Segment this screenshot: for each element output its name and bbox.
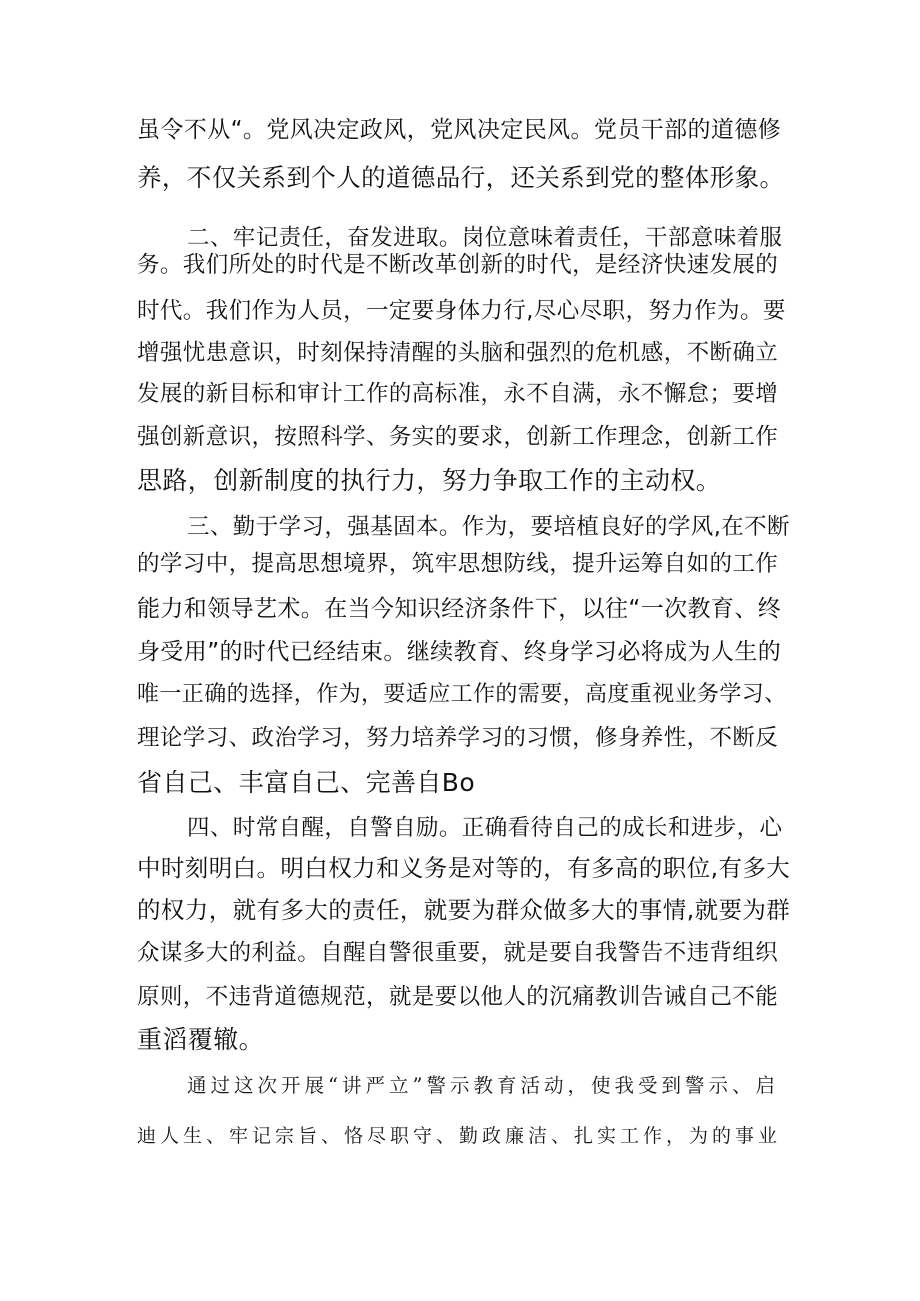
paragraph-first-line: 三、勤于学习，强基固本。作为，要培植良好的学风,在不断	[187, 514, 790, 540]
text-line: 务。我们所处的时代是不断改革创新的时代，是经济快速发展的	[137, 252, 779, 278]
paragraph-first-line: 二、牢记责任，奋发进取。岗位意味着责任，干部意味着服	[187, 225, 783, 251]
text-line: 虽令不从“。党风决定政风，党风决定民风。党员干部的道德修	[137, 117, 782, 143]
text-line: 省自己、丰富自己、完善自Bo	[137, 768, 476, 797]
text-line: 能力和领导艺术。在当今知识经济条件下，以往“一次教育、终	[137, 596, 782, 622]
text-line: 理论学习、政治学习，努力培养学习的习惯，修身养性，不断反	[137, 725, 779, 751]
text-line: 原则，不违背道德规范，就是要以他人的沉痛教训告诫自己不能	[137, 984, 779, 1010]
text-line: 中时刻明白。明白权力和义务是对等的，有多高的职位,有多大	[137, 854, 791, 882]
text-line: 重滔覆辙。	[137, 1025, 265, 1054]
text-line: 发展的新目标和审计工作的高标准，永不自满，永不懈怠；要增	[137, 381, 779, 407]
text-line: 思路，创新制度的执行力，努力争取工作的主动权。	[137, 466, 722, 495]
text-line: 的权力，就有多大的责任，就要为群众做多大的事情,就要为群	[137, 896, 791, 924]
text-line: 时代。我们作为人员，一定要身体力行,尽心尽职，努力作为。要	[137, 298, 786, 324]
text-line: 养，不仅关系到个人的道德品行，还关系到党的整体形象。	[137, 163, 785, 192]
text-line: 身受用”的时代已经结束。继续教育、终身学习必将成为人生的	[137, 639, 782, 665]
text-line: 强创新意识，按照科学、务实的要求，创新工作理念，创新工作	[137, 424, 779, 450]
paragraph-first-line: 四、时常自醒，自警自励。正确看待自己的成长和进步，心	[187, 815, 783, 841]
text-line: 迪人生、牢记宗旨、恪尽职守、勤政廉洁、扎实工作，为的事业	[137, 1125, 782, 1147]
text-line: 众谋多大的利益。自醒自警很重要，就是要自我警告不违背组织	[137, 940, 779, 966]
text-line: 唯一正确的选择，作为，要适应工作的需要，高度重视业务学习、	[137, 682, 787, 707]
text-line: 增强忧患意识，时刻保持清醒的头脑和强烈的危机感，不断确立	[137, 340, 779, 366]
text-line: 的学习中，提高思想境界，筑牢思想防线，提升运筹自如的工作	[137, 551, 779, 577]
paragraph-first-line: 通过这次开展“讲严立”警示教育活动，使我受到警示、启	[187, 1074, 779, 1097]
